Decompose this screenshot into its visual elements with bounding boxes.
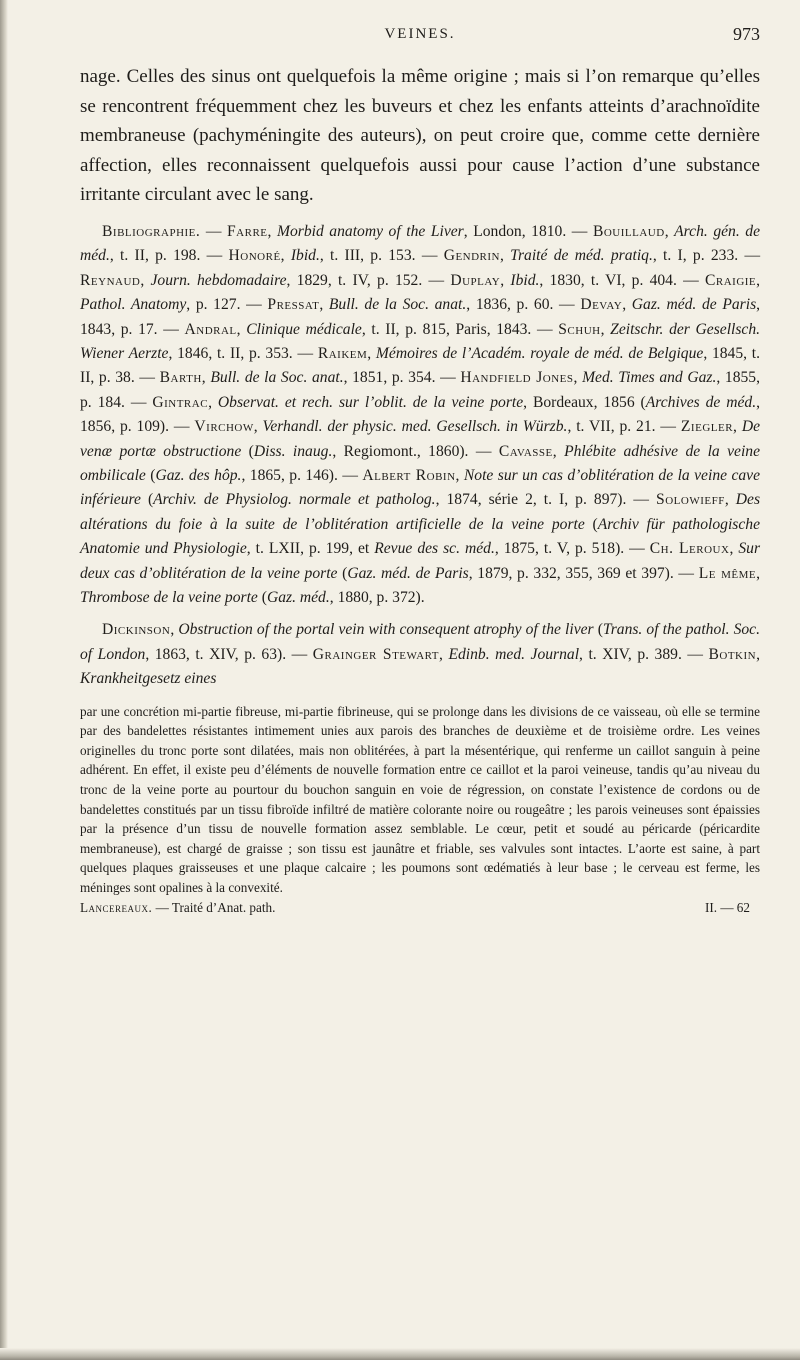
entry-title: Trans. of the pathol. Soc. of London — [80, 621, 760, 663]
page-header — [80, 22, 760, 48]
bibliography-label: Bibliographie. — [102, 222, 201, 240]
bibliography-entry: Botkin, Krankheitgesetz eines — [80, 645, 761, 688]
entry-details: , 1856, p. 109). — [80, 393, 761, 436]
entry-details: , t. II, p. 815, Paris, 1843. — [361, 320, 532, 338]
bibliography-entry: Cavasse, Phlébite adhésive de la veine ombilicale (Gaz. des hôp., 1865, p. 146). — [80, 442, 761, 485]
bibliography-entry: Gintrac, Observat. et rech. sur l’oblit. de la veine porte, Bordeaux, 1856 (Archives de méd., 1856, p. 109). — [80, 393, 761, 436]
entry-details: , London, 1810. — [463, 222, 567, 240]
entry-details: , t. XIV, p. 389. — [579, 645, 682, 663]
entry-author: Craigie — [704, 271, 757, 289]
entry-details: ( — [241, 442, 254, 460]
entry-title: Sur deux cas d’oblitération de la veine porte — [80, 540, 761, 582]
body-text — [80, 62, 760, 917]
entry-author: Ch. Leroux — [649, 540, 730, 558]
entry-title: Archiv für pathologische Anatomie und Physiologie — [80, 515, 760, 558]
entry-author: Bouillaud — [592, 222, 665, 240]
bibliography-entry: Pressat, Bull. de la Soc. anat., 1836, p. 60. — [267, 296, 554, 314]
footer-volume: II. — 62 — [704, 899, 750, 915]
bibliography-entry: Andral, Clinique médicale, t. II, p. 815, Paris, 1843. — [184, 320, 532, 338]
bibliography-entry: Handfield Jones, Med. Times and Gaz., 1855, p. 184. — [80, 369, 760, 411]
entry-details: ( — [145, 467, 156, 485]
entry-details: , t. LXII, p. 199, et — [246, 540, 375, 558]
bibliography-entry: Gendrin, Traité de méd. pratiq., t. I, p. 233. — [443, 247, 739, 265]
entry-details: , 1875, t. V, p. 518). — [494, 540, 625, 558]
bibliography-entry: Craigie, Pathol. Anatomy, p. 127. — [80, 271, 761, 314]
entry-title: Archiv. de Physiolog. normale et patholog. — [153, 491, 436, 509]
entry-author: Virchow — [194, 418, 254, 436]
entry-author: Barth — [159, 369, 202, 387]
entry-author: Dickinson — [102, 621, 171, 639]
entry-title: Traité de méd. pratiq. — [510, 247, 653, 265]
entry-details: ( — [584, 515, 598, 533]
entry-title: Bull. de la Soc. anat. — [328, 296, 467, 314]
page-footer — [80, 898, 760, 918]
entry-title: Ibid. — [510, 271, 540, 289]
bibliography-paragraph-2: Dickinson, Obstruction of the portal vein with consequent atrophy of the liver (Trans. of the pathol. Soc. of London, 1863, t. XIV, p. 63). — Grainger Stewart, Edinb. med. Journal, t. XIV, p. 389. — Botkin, Krankheitgesetz eines — [80, 621, 761, 688]
entry-title: Journ. hebdomadaire — [150, 271, 287, 289]
entry-title: Diss. inaug. — [253, 442, 333, 460]
entry-details: ( — [593, 621, 603, 639]
entry-title: Thrombose de la veine porte — [80, 589, 258, 607]
entry-title: Morbid anatomy of the Liver — [276, 222, 464, 240]
entry-details: , t. II, p. 198. — [109, 247, 201, 265]
page-number: 973 — [733, 24, 760, 44]
entry-details: , 1880, p. 372). — [329, 589, 425, 607]
entry-title: Gaz. méd. — [266, 589, 330, 607]
bibliography-entry: Raikem, Mémoires de l’Académ. royale de méd. de Belgique, 1845, t. II, p. 38. — [80, 345, 761, 387]
entry-details: , 1846, t. II, p. 353. — [168, 345, 293, 362]
entry-title: Pathol. Anatomy — [80, 296, 187, 314]
entry-details: , Regiomont., 1860). — [332, 442, 469, 460]
entry-author: Raikem — [317, 345, 368, 362]
entry-title: Clinique médicale — [246, 320, 362, 338]
entry-details: , t. I, p. 233. — [652, 247, 739, 265]
footer-work: — Traité d’Anat. path. — [152, 899, 276, 915]
entry-details: , 1865, p. 146). — [241, 467, 338, 485]
entry-title: Gaz. des hôp. — [155, 467, 242, 485]
entry-details: , t. III, p. 153. — [319, 247, 416, 265]
entry-details: , 1829, t. IV, p. 152. — [286, 271, 423, 289]
entry-author: Honoré — [228, 247, 281, 265]
bibliography-entry: Farre, Morbid anatomy of the Liver, London, 1810. — [227, 222, 567, 240]
entry-title: Des altérations du foie à la suite de l’oblitération artificielle de la veine porte — [80, 491, 761, 533]
entry-author: Farre — [227, 222, 268, 240]
entry-author: Gintrac — [152, 393, 209, 411]
bibliography-entry: Le même, Thrombose de la veine porte (Gaz. méd., 1880, p. 372). — [80, 564, 760, 607]
bibliography-entry: Dickinson, Obstruction of the portal vein with consequent atrophy of the liver (Trans. of the pathol. Soc. of London, 1863, t. XIV, p. 63). — [80, 621, 760, 663]
entry-title: Med. Times and Gaz. — [582, 369, 717, 387]
entry-details: ( — [140, 491, 154, 509]
entry-details: , 1830, t. VI, p. 404. — [539, 271, 677, 289]
entry-details: , Bordeaux, 1856 ( — [523, 393, 646, 411]
entry-details: , 1845, t. II, p. 38. — [80, 345, 761, 387]
page-bottom-edge — [0, 1348, 800, 1360]
bibliography-entry: Bouillaud, Arch. gén. de méd., t. II, p. 198. — [80, 222, 761, 265]
bibliography-entry: Barth, Bull. de la Soc. anat., 1851, p. 354. — [159, 369, 436, 387]
entry-title: Ibid. — [290, 247, 320, 265]
entry-title: Verhandl. der physic. med. Gesellsch. in Würzb. — [262, 418, 568, 436]
entry-details: , p. 127. — [186, 296, 241, 314]
entry-title: De venæ portæ obstructione — [80, 418, 761, 460]
entry-details: , 1879, p. 332, 355, 369 et 397). — [468, 564, 674, 582]
entry-author: Duplay — [450, 271, 501, 289]
entry-author: Devay — [580, 296, 623, 314]
entry-details: , 1855, p. 184. — [80, 369, 760, 411]
entry-details: , 1863, t. XIV, p. 63). — [145, 645, 287, 663]
entry-author: Reynaud — [80, 271, 141, 289]
entry-title: Obstruction of the portal vein with consequent atrophy of the liver — [178, 621, 594, 639]
running-title: VEINES. — [384, 26, 456, 42]
entry-author: Solowieff — [656, 491, 725, 509]
entry-title: Note sur un cas d’oblitération de la veine cave inférieure — [80, 467, 761, 509]
bibliography-entry: Virchow, Verhandl. der physic. med. Gesellsch. in Würzb., t. VII, p. 21. — [194, 418, 656, 436]
bibliography-entry: Ch. Leroux, Sur deux cas d’oblitération de la veine porte (Gaz. méd. de Paris, 1879, p. 332, 355, 369 et 397). — [80, 540, 761, 582]
footer-source — [80, 898, 275, 918]
entry-title: Gaz. méd. de Paris — [631, 296, 757, 314]
entry-author: Grainger Stewart — [312, 645, 440, 663]
page-spine-shadow — [0, 0, 8, 1360]
entry-author: Andral — [184, 320, 237, 338]
entry-title: Mémoires de l’Académ. royale de méd. de Belgique — [375, 345, 704, 362]
entry-author: Handfield Jones — [460, 369, 574, 387]
entry-details: , 1851, p. 354. — [343, 369, 436, 387]
intro-paragraph: nage. Celles des sinus ont quelquefois la même origine ; mais si l’on remarque qu’elles se rencontrent fréquemment chez les buveurs et chez les enfants atteints d’arachnoïdite membraneuse (pachyméningite des auteurs), on peut croire que, comme cette dernière affection, elles reconnaissent quelquefois aussi pour cause l’action d’une substance irritante circulant avec le sang. — [80, 66, 760, 206]
entry-details: , t. VII, p. 21. — [567, 418, 656, 436]
entry-details: , 1874, série 2, t. I, p. 897). — [435, 491, 627, 509]
bibliography-entry: Honoré, Ibid., t. III, p. 153. — [228, 247, 416, 265]
entry-details: , 1843, p. 17. — [80, 296, 761, 338]
entry-details: ( — [257, 589, 267, 607]
entry-details: ( — [337, 564, 348, 582]
entry-title: Bull. de la Soc. anat. — [210, 369, 344, 387]
entry-author: Gendrin — [443, 247, 500, 265]
entry-title: Revue des sc. méd. — [374, 540, 495, 558]
bibliography-entry: Schuh, Zeitschr. der Gesellsch. Wiener Aerzte, 1846, t. II, p. 353. — [80, 320, 761, 362]
footer-author: Lancereaux. — [80, 899, 153, 915]
bibliography-entry: Albert Robin, Note sur un cas d’oblitération de la veine cave inférieure (Archiv. de Physiolog. normale et patholog., 1874, série 2, t. I, p. 897). — [80, 467, 761, 509]
entry-author: Ziegler — [680, 418, 734, 436]
footnote-text: par une concrétion mi-partie fibreuse, mi-partie fibrineuse, qui se prolonge dans les divisions de ce vaisseau, où elle se termine par des bandelettes résistantes intimement unies aux parois des branches de deuxième et de troisième ordre. Les veines originelles du tronc porte sont dilatées, mais non oblitérées, à part la mésentérique, qui renferme un caillot sanguin à peine adhérent. En effet, il existe peu d’éléments de nouvelle formation entre ce caillot et la paroi veineuse, tandis qu’au niveau du tronc de la veine porte au pourtour du bouchon sanguin en voie de régression, on constate l’existence de cordons ou de bandelettes constitués par un tissu fibroïde infiltré de matière colorante noire ou rougeâtre ; les parois veineuses sont épaissies par la présence d’un tissu de nouvelle formation assez semblable. Le cœur, petit et soudé au péricarde (péricardite membraneuse), est chargé de graisse ; son tissu est jaunâtre et friable, ses valvules sont intactes. L’aorte est saine, à part quelques plaques graisseuses et une plaque calcaire ; les poumons sont œdématiés à leur base ; le cerveau est ferme, les méninges sont opalines à la convexité. — [80, 703, 760, 896]
entry-author: Le même — [698, 564, 757, 582]
bibliography-entry: Reynaud, Journ. hebdomadaire, 1829, t. IV, p. 152. — [80, 271, 423, 289]
bibliography-entry: Grainger Stewart, Edinb. med. Journal, t. XIV, p. 389. — [312, 645, 682, 663]
entry-author: Albert Robin — [362, 467, 456, 485]
entry-title: Phlébite adhésive de la veine ombilicale — [80, 442, 761, 485]
entry-title: Gaz. méd. de Paris — [347, 564, 469, 582]
entry-title: Arch. gén. de méd. — [80, 222, 761, 265]
entry-title: Zeitschr. der Gesellsch. Wiener Aerzte — [80, 320, 761, 362]
bibliography-entry: Solowieff, Des altérations du foie à la suite de l’oblitération artificielle de la veine porte (Archiv für pathologische Anatomie und Physiologie, t. LXII, p. 199, et Revue des sc. méd., 1875, t. V, p. 518). — [80, 491, 761, 558]
entry-author: Botkin — [708, 645, 757, 663]
entry-details: , 1836, p. 60. — [466, 296, 554, 314]
entry-title: Krankheitgesetz eines — [80, 670, 217, 688]
entry-title: Archives de méd. — [645, 393, 757, 411]
entry-title: Edinb. med. Journal — [448, 645, 580, 663]
entry-title: Observat. et rech. sur l’oblit. de la veine porte — [217, 393, 524, 411]
bibliography-paragraph: Bibliographie. — Farre, Morbid anatomy of the Liver, London, 1810. — Bouillaud, Arch. gén. de méd., t. II, p. 198. — Honoré, Ibid., t. III, p. 153. — Gendrin, Traité de méd. pratiq., t. I, p. 233. — Reynaud, Journ. hebdomadaire, 1829, t. IV, p. 152. — Duplay, Ibid., 1830, t. VI, p. 404. — Craigie, Pathol. Anatomy, p. 127. — Pressat, Bull. de la Soc. anat., 1836, p. 60. — Devay, Gaz. méd. de Paris, 1843, p. 17. — Andral, Clinique médicale, t. II, p. 815, Paris, 1843. — Schuh, Zeitschr. der Gesellsch. Wiener Aerzte, 1846, t. II, p. 353. — Raikem, Mémoires de l’Académ. royale de méd. de Belgique, 1845, t. II, p. 38. — Barth, Bull. de la Soc. anat., 1851, p. 354. — Handfield Jones, Med. Times and Gaz., 1855, p. 184. — Gintrac, Observat. et rech. sur l’oblit. de la veine porte, Bordeaux, 1856 (Archives de méd., 1856, p. 109). — Virchow, Verhandl. der physic. med. Gesellsch. in Würzb., t. VII, p. 21. — Ziegler, De venæ portæ obstructione (Diss. inaug., Regiomont., 1860). — Cavasse, Phlébite adhésive de la veine ombilicale (Gaz. des hôp., 1865, p. 146). — Albert Robin, Note sur un cas d’oblitération de la veine cave inférieure (Archiv. de Physiolog. normale et patholog., 1874, série 2, t. I, p. 897). — Solowieff, Des altérations du foie à la suite de l’oblitération artificielle de la veine porte (Archiv für pathologische Anatomie und Physiologie, t. LXII, p. 199, et Revue des sc. méd., 1875, t. V, p. 518). — Ch. Leroux, Sur deux cas d’oblitération de la veine porte (Gaz. méd. de Paris, 1879, p. 332, 355, 369 et 397). — Le même, Thrombose de la veine porte (Gaz. méd., 1880, p. 372). — [80, 222, 761, 607]
entry-author: Cavasse — [498, 442, 553, 460]
entry-author: Pressat — [267, 296, 320, 314]
bibliography-entry: Ziegler, De venæ portæ obstructione (Diss. inaug., Regiomont., 1860). — [80, 418, 761, 460]
bibliography-entry: Devay, Gaz. méd. de Paris, 1843, p. 17. — [80, 296, 761, 338]
entry-author: Schuh — [558, 320, 601, 338]
bibliography-entry: Duplay, Ibid., 1830, t. VI, p. 404. — [450, 271, 677, 289]
